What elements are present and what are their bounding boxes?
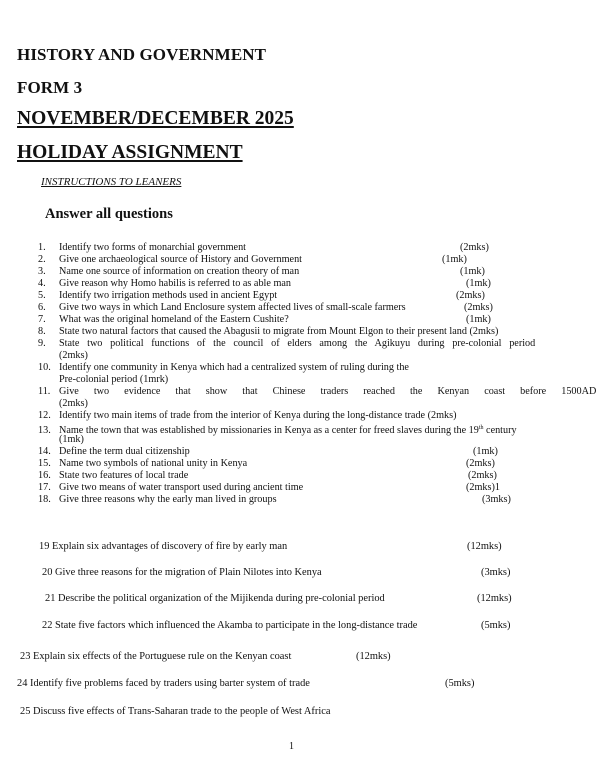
question-marks: (1mk) [466,314,491,325]
question-number: 2. [38,254,46,265]
question-item [38,338,535,350]
question-marks: (12mks) [467,541,502,552]
question-item [17,678,310,689]
question-number: 6. [38,302,46,313]
question-marks: (5mks) [481,620,511,631]
question-item [38,410,456,422]
question-continuation: (2mks) [59,398,88,409]
question-text: Define the term dual citizenship [59,446,190,457]
question-item [38,266,299,278]
question-text: Identify five problems faced by traders using barter system of trade [30,678,310,689]
question-continuation: (2mks) [59,350,88,361]
question-item [38,482,303,494]
question-item [38,314,289,326]
question-text: Give two evidence that show that Chinese traders reached the Kenyan coast before 1500AD [59,386,597,397]
question-text: Name one source of information on creation theory of man [59,266,300,277]
question-text: What was the original homeland of the Eastern Cushite? [59,314,289,325]
question-item [38,326,498,338]
question-number: 23 [20,651,31,662]
question-item [38,242,246,254]
question-text: State five factors which influenced the Akamba to participate in the long-distance trade [55,620,418,631]
question-number: 22 [42,620,53,631]
question-item [38,446,190,458]
question-continuation: (1mk) [59,434,84,445]
question-marks: (1mk) [466,278,491,289]
question-number: 3. [38,266,46,277]
question-number: 1. [38,242,46,253]
question-marks: (12mks) [356,651,391,662]
assignment-title: HOLIDAY ASSIGNMENT [17,142,243,163]
question-text: Describe the political organization of the Mijikenda during pre-colonial period [58,593,385,604]
question-marks: (5mks) [445,678,475,689]
instruction-text: Answer all questions [45,206,173,222]
question-text: Identify one community in Kenya which had a centralized system of ruling during the [59,362,409,373]
question-item [38,362,409,374]
question-marks: (2mks)1 [466,482,500,493]
question-number: 10. [38,362,51,373]
question-number: 15. [38,458,51,469]
question-item [38,254,302,266]
question-text: Give two means of water transport used during ancient time [59,482,304,493]
question-number: 17. [38,482,51,493]
question-item [38,470,188,482]
question-number: 25 [20,706,31,717]
question-text: Identify two irrigation methods used in ancient Egypt [59,290,278,301]
question-text: Give two ways in which Land Enclosure system affected lives of small-scale farmers [59,302,406,313]
question-number: 24 [17,678,28,689]
question-number: 12. [38,410,51,421]
question-text: Name two symbols of national unity in Kenya [59,458,248,469]
question-number: 11. [38,386,51,397]
question-item [38,422,517,437]
question-item [42,620,417,631]
question-number: 5. [38,290,46,301]
question-text: Discuss five effects of Trans-Saharan trade to the people of West Africa [33,706,331,717]
question-item [38,302,406,314]
question-marks: (2mks) [466,458,495,469]
question-marks: (2mks) [468,470,497,481]
question-number: 19 [39,541,50,552]
question-number: 13. [38,425,51,436]
subject-title: HISTORY AND GOVERNMENT [17,45,267,64]
question-marks: (3mks) [481,567,511,578]
question-continuation: Pre-colonial period (1mrk) [59,374,169,385]
superscript: th [478,425,484,431]
question-marks: (2mks) [464,302,493,313]
question-number: 4. [38,278,46,289]
question-text: State two natural factors that caused the Abagusii to migrate from Mount Elgon to their present land (2mks) [59,326,499,337]
question-item [38,386,596,398]
question-number: 18. [38,494,51,505]
question-text: Identify two main items of trade from the interior of Kenya during the long-distance trade (2mks) [59,410,457,421]
question-text-tail: century [483,425,517,436]
question-item [38,494,277,506]
question-text: Give three reasons why the early man lived in groups [59,494,277,505]
question-marks: (12mks) [477,593,512,604]
page-number: 1 [289,741,294,752]
question-item [38,278,291,290]
question-item [20,706,330,717]
question-marks: (1mk) [460,266,485,277]
question-item [38,458,247,470]
question-text: Give one archaeological source of History and Government [59,254,302,265]
question-text: State two features of local trade [59,470,189,481]
question-item [45,593,385,604]
question-text: Name the town that was established by missionaries in Kenya as a center for freed slaves during the 19 [59,425,479,436]
question-marks: (1mk) [473,446,498,457]
question-number: 14. [38,446,51,457]
form-label: FORM 3 [17,78,83,97]
question-marks: (1mk) [442,254,467,265]
question-number: 16. [38,470,51,481]
question-number: 7. [38,314,46,325]
instructions-heading: INSTRUCTIONS TO LEANERS [41,176,182,188]
question-number: 9. [38,338,46,349]
question-number: 21 [45,593,56,604]
term-heading: NOVEMBER/DECEMBER 2025 [17,108,294,129]
question-text: Identify two forms of monarchial government [59,242,247,253]
question-number: 8. [38,326,46,337]
question-item [42,567,322,578]
question-item [38,290,277,302]
question-text: Give three reasons for the migration of Plain Nilotes into Kenya [55,567,322,578]
question-text: Give reason why Homo habilis is referred to as able man [59,278,291,289]
question-text: Explain six effects of the Portuguese rule on the Kenyan coast [33,651,292,662]
question-text: State two political functions of the council of elders among the Agikuyu during pre-colonial period [59,338,536,349]
question-item [39,541,287,552]
question-marks: (2mks) [460,242,489,253]
question-marks: (3mks) [482,494,511,505]
question-text: Explain six advantages of discovery of fire by early man [52,541,288,552]
question-item [20,651,291,662]
question-number: 20 [42,567,53,578]
question-marks: (2mks) [456,290,485,301]
